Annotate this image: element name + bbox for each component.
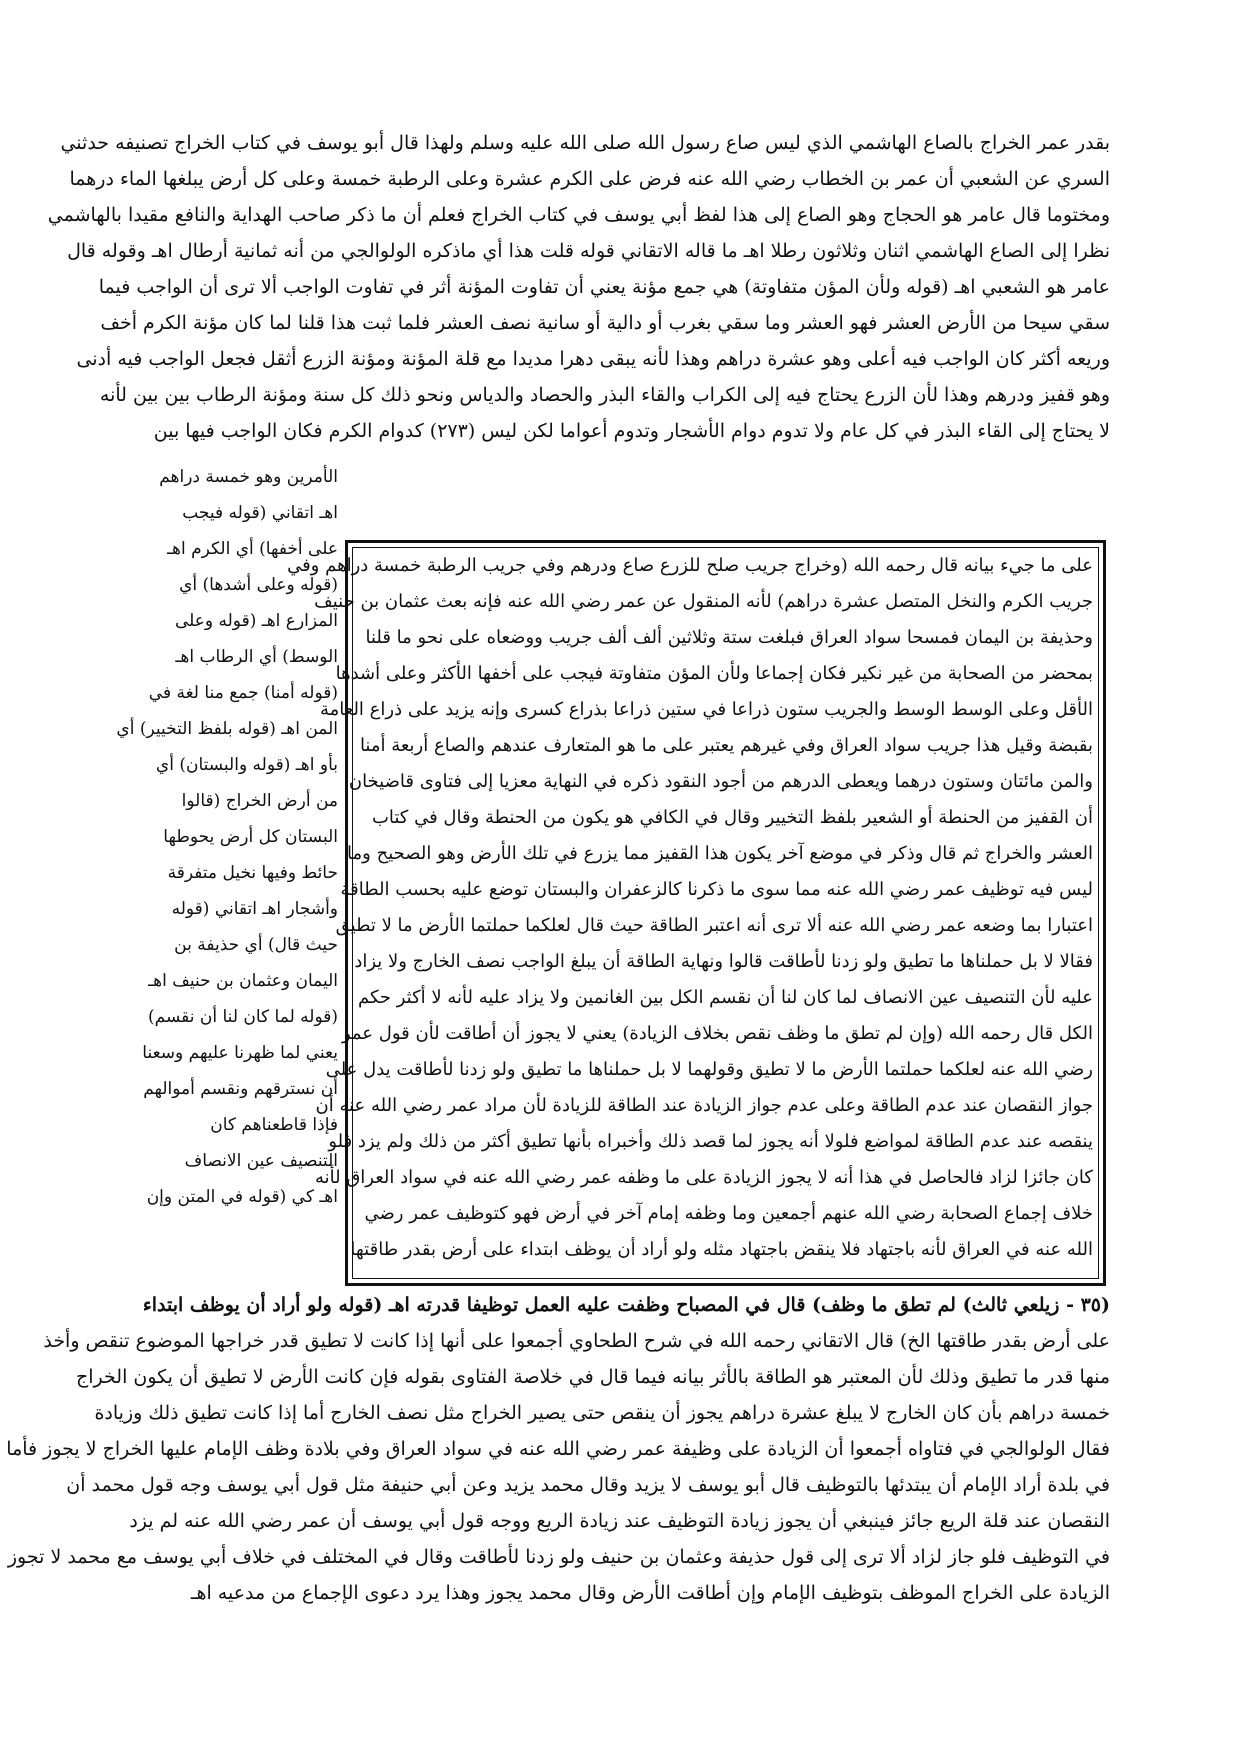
text-line: على أرض بقدر طاقتها الخ) قال الاتقاني رحمه الله في شرح الطحاوي أجمعوا على أنها إذا كانت لا تطيق قدر خراجها الموضوع تنقص وأخذ <box>43 1330 1110 1352</box>
text-line: خمسة دراهم بأن كان الخارج لا يبلغ عشرة دراهم يجوز أن ينقص حتى يصير الخراج مثل نصف الخارج أما إذا كانت تطيق ذلك وزيادة <box>94 1402 1110 1424</box>
margin-line: حيث قال) أي حذيفة بن <box>174 935 338 955</box>
main-text-line: خلاف إجماع الصحابة رضي الله عنهم أجمعين وما وظفه إمام آخر في أرض فهو كتوظيف عمر رضي <box>364 1203 1093 1224</box>
margin-line: بأو اهـ (قوله والبستان) أي <box>155 755 338 775</box>
margin-line: اهـ كي (قوله في المتن وإن <box>146 1187 338 1207</box>
main-text-line: العشر والخراج ثم قال وذكر في موضع آخر يكون هذا القفيز مما يزرع في تلك الأرض وهو الصحيح وما <box>347 843 1093 864</box>
main-text-line: بمحضر من الصحابة من غير نكير فكان إجماعا ولأن المؤن متفاوتة فيجب على أخفها الأكثر وعلى أشدها <box>335 663 1093 684</box>
main-text-line: جريب الكرم والنخل المتصل عشرة دراهم) لأنه المنقول عن عمر رضي الله عنه فإنه بعث عثمان بن حنيف <box>314 591 1093 612</box>
main-text-line: اعتبارا بما وضعه عمر رضي الله عنه ألا ترى أنه اعتبر الطاقة حيث قال لعلكما حملتما الأرض ما لا تطيق <box>335 915 1093 936</box>
main-text-line: بقبضة وقيل هذا جريب سواد العراق وفي غيرهم يعتبر على ما هو المتعارف عندهم والصاع أربعة أمنا <box>359 735 1093 756</box>
margin-line: الوسط) أي الرطاب اهـ <box>175 647 338 667</box>
main-text-frame <box>287 540 1106 1286</box>
main-text-line: ليس فيه توظيف عمر رضي الله عنه مما سوى ما ذكرنا كالزعفران والبستان توضع عليه بحسب الطاقة <box>340 879 1093 900</box>
margin-line: البستان كل أرض يحوطها <box>163 827 338 847</box>
text-line: بقدر عمر الخراج بالصاع الهاشمي الذي ليس صاع رسول الله صلى الله عليه وسلم ولهذا قال أبو يوسف في كتاب الخراج تصنيفه حدثني <box>60 132 1110 154</box>
text-line: وهو قفيز ودرهم وهذا لأن الزرع يحتاج فيه إلى الكراب والقاء البذر والحصاد والدياس ونحو ذلك كل سنة ومؤنة الرطاب بين بين لأنه <box>99 384 1110 406</box>
text-line: سقي سيحا من الأرض العشر فهو العشر وما سقي بغرب أو دالية أو سانية نصف العشر فلما ثبت هذا قلنا لما كان مؤنة الكرم أخف <box>100 312 1110 334</box>
main-text-line: الله عنه في العراق لأنه باجتهاد فلا ينقض باجتهاد مثله ولو أراد أن يوظف ابتداء على أرض بقدر طاقتها <box>350 1239 1093 1260</box>
main-text-line: الكل قال رحمه الله (وإن لم تطق ما وظف نقص بخلاف الزيادة) يعني لا يجوز أن أطاقت لأن قول عمر <box>341 1023 1093 1044</box>
main-text-line: رضي الله عنه لعلكما حملتما الأرض ما لا تطيق وقولهما لا بل حملناها ما تطيق ولو زدنا لأطاقت يدل على <box>325 1059 1093 1080</box>
margin-line: (قوله أمنا) جمع منا لغة في <box>148 683 338 703</box>
margin-line: اليمان وعثمان بن حنيف اهـ <box>148 971 338 991</box>
footer-line: (٣٥ - زيلعي ثالث) لم تطق ما وظف) قال في المصباح وظفت عليه العمل توظيفا قدرته اهـ (قوله ولو أراد أن يوظف ابتداء <box>142 1294 1110 1316</box>
main-text-line: والمن مائتان وستون درهما ويعطى الدرهم من أجود النقود ذكره في النهاية معزيا إلى فتاوى قاضيخان <box>348 771 1093 792</box>
text-line-with-page-number: لا يحتاج إلى القاء البذر في كل عام ولا تدوم دوام الأشجار وتدوم أعواما لكن ليس (٢٧٣) كدوام الكرم فكان الواجب فيها بين <box>153 420 1110 442</box>
text-line: نظرا إلى الصاع الهاشمي اثنان وثلاثون رطلا اهـ ما قاله الاتقاني قوله قلت هذا أي ماذكره الولوالجي من أنه ثمانية أرطال اهـ وقوله قال <box>67 240 1110 262</box>
margin-line: اهـ اتقاني (قوله فيجب <box>182 503 338 523</box>
margin-line: المزارع اهـ (قوله وعلى <box>174 611 338 631</box>
text-line: منها قدر ما تطيق وذلك لأن المعتبر هو الطاقة بالأثر بيانه فيما قال في خلاصة الفتاوى بقوله فإن كانت الأرض لا تطيق أن يكون الخراج <box>75 1366 1110 1388</box>
margin-line: على أخفها) أي الكرم اهـ <box>167 539 338 559</box>
margin-line: من أرض الخراج (قالوا <box>181 791 338 811</box>
main-text-line: جواز النقصان عند عدم الطاقة وعلى عدم جواز الزيادة عند الطاقة للزيادة لأن مراد عمر رضي الله عنه أن <box>315 1095 1093 1116</box>
margin-line: حائط وفيها نخيل متفرقة <box>167 863 338 883</box>
margin-line: وأشجار اهـ اتقاني (قوله <box>171 899 338 919</box>
main-text-line: على ما جيء بيانه قال رحمه الله (وخراج جريب صلح للزرع صاع ودرهم وفي جريب الرطبة خمسة دراهم وفي <box>287 555 1093 576</box>
text-line: وريعه أكثر كان الواجب فيه أعلى وهو عشرة دراهم وهذا لأنه يبقى دهرا مديدا مع قلة المؤنة ومؤنة الزرع أثقل فجعل الواجب فيه أدنى <box>76 348 1110 370</box>
text-line: في بلدة أراد الإمام أن يبتدئها بالتوظيف قال أبو يوسف لا يزيد وقال محمد يزيد وعن أبي حنيفة مثل قول أبي يوسف وجه قول محمد أن <box>66 1474 1110 1496</box>
main-text-line: ينقصه عند عدم الطاقة لمواضع فلولا أنه يجوز لما قصد ذلك وأخبراه بأنها تطيق أكثر من ذلك ولم يزد فلو <box>328 1131 1093 1152</box>
margin-line: التنصيف عين الانصاف <box>184 1151 338 1171</box>
text-line: الزيادة على الخراج الموظف بتوظيف الإمام وإن أطاقت الأرض وقال محمد يجوز وهذا يرد دعوى الإجماع من مدعيه اهـ <box>190 1582 1110 1604</box>
margin-line: المن اهـ (قوله بلفظ التخيير) أي <box>116 719 338 739</box>
main-text-line: وحذيفة بن اليمان فمسحا سواد العراق فبلغت ستة وثلاثين ألف ألف جريب ووضعاه على نحو ما قلنا <box>365 627 1093 648</box>
text-line: السري عن الشعبي أن عمر بن الخطاب رضي الله عنه فرض على الكرم عشرة وعلى الرطبة خمسة وعلى كل أرض يبلغها الماء درهما <box>69 168 1110 190</box>
main-text-line: عليه لأن التنصيف عين الانصاف لما كان لنا أن نقسم الكل بين الغانمين ولا يزاد عليه لأنه لا أكثر حكم <box>357 987 1093 1008</box>
text-line: عامر هو الشعبي اهـ (قوله ولأن المؤن متفاوتة) هي جمع مؤنة يعني أن تفاوت المؤنة أثر في تفاوت الواجب ألا ترى أن الواجب فيما <box>98 276 1110 298</box>
text-line: في التوظيف فلو جاز لزاد ألا ترى إلى قول حذيفة وعثمان بن حنيف ولو زدنا لأطاقت وقال في المختلف في خلاف أبي يوسف مع محمد لا تجوز <box>7 1546 1110 1568</box>
text-line: ومختوما قال عامر هو الحجاج وهو الصاع إلى هذا لفظ أبي يوسف في كتاب الخراج فعلم أن ما ذكر صاحب الهداية والنافع مقيدا بالهاشمي <box>47 204 1110 226</box>
margin-line: (قوله لما كان لنا أن نقسم) <box>148 1007 338 1027</box>
main-text-line: فقالا لا بل حملناها ما تطيق ولو زدنا لأطاقت قالوا ونهاية الطاقة أن يبلغ الواجب نصف الخارج ولا يزاد <box>354 951 1093 972</box>
margin-line: يعني لما ظهرنا عليهم وسعنا <box>142 1043 338 1063</box>
text-line: النقصان عند قلة الريع جائز فينبغي أن يجوز زيادة التوظيف عند زيادة الريع ووجه قول أبي يوسف أن عمر رضي الله عنه لم يزد <box>129 1510 1110 1532</box>
margin-line: (قوله وعلى أشدها) أي <box>179 575 338 595</box>
main-text-line: الأقل وعلى الوسط الوسط والجريب ستون ذراعا في ستين ذراعا بذراع كسرى وإنه يزيد على ذراع العامة <box>319 699 1093 720</box>
text-line: فقال الولوالجي في فتاواه أجمعوا أن الزيادة على وظيفة عمر رضي الله عنه في سواد العراق وفي بلادة وظف الإمام عليها الخراج لا يجوز فأما <box>6 1438 1110 1460</box>
main-text-line: كان جائزا لزاد فالحاصل في هذا أنه لا يجوز الزيادة على ما وظفه عمر رضي الله عنه في سواد العراق لأنه <box>314 1167 1093 1188</box>
margin-line: أن نسترقهم ونقسم أموالهم <box>143 1079 338 1099</box>
main-text-line: أن القفيز من الحنطة أو الشعير بلفظ التخيير وقال في الكافي هو يكون من الحنطة وقال في كتاب <box>371 807 1093 828</box>
margin-line: فإذا قاطعناهم كان <box>210 1115 338 1135</box>
margin-line: الأمرين وهو خمسة دراهم <box>159 467 338 487</box>
